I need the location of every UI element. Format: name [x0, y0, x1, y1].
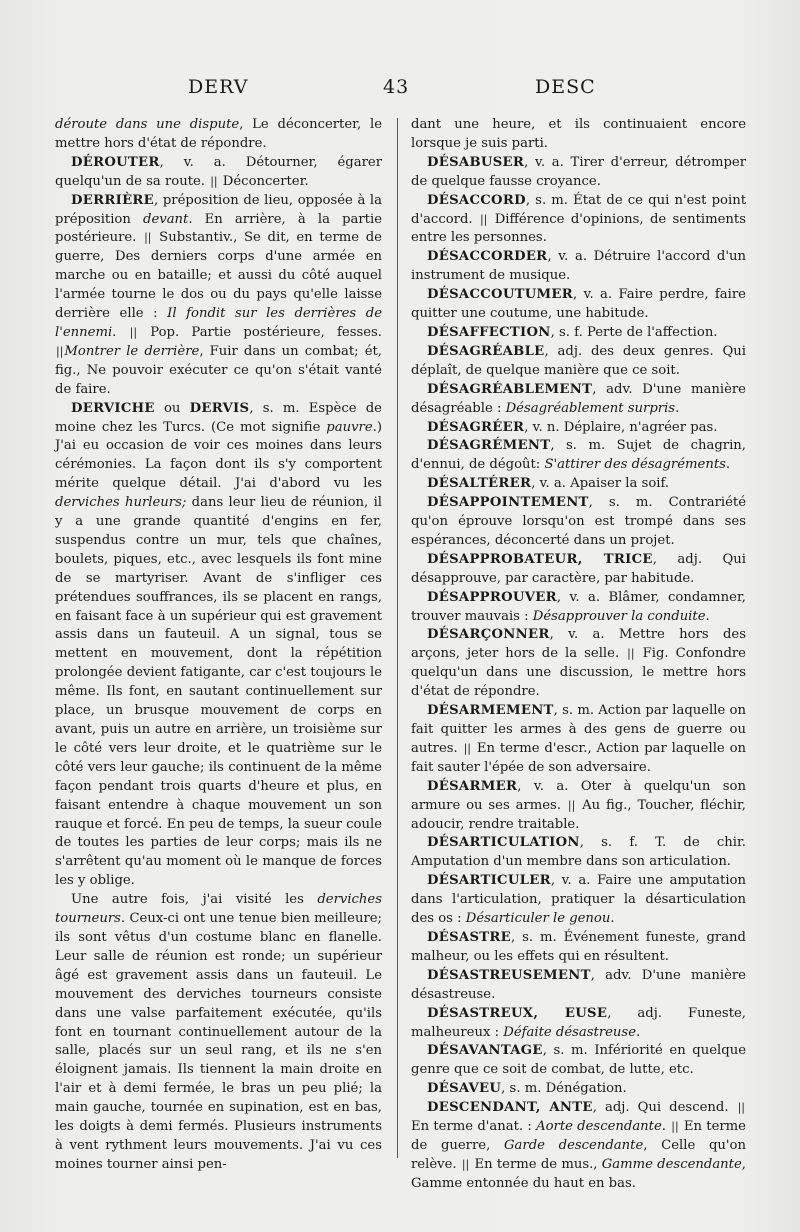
- entry-text: , v. a. Faire perdre, faire quitter une coutume, une habitude.: [411, 287, 746, 322]
- entry-text: , v. a. Faire une amputation dans l'articulation, pratiquer la désarticulation des os :: [411, 873, 746, 927]
- entry-example: Désarticuler le genou: [465, 911, 611, 927]
- entry-text: .: [636, 1024, 641, 1040]
- entry-text: .) J'ai eu occasion de voir ces moines dans leurs cérémonies. La façon dont ils s'y comportent mérite quelque détail. J'ai d'abord vu les: [55, 419, 382, 492]
- sense-separator: ||: [144, 231, 152, 245]
- entry-example: derviches tourneurs: [55, 892, 382, 927]
- entry-text: , v. a. Détruire l'accord d'un instrument de musique.: [411, 249, 746, 284]
- entry-text: , s. m. Espèce de moine chez les Turcs. (Ce mot signifie: [55, 400, 382, 435]
- entry-text: , Fuir dans un combat; ét, fig., Ne pouvoir exécuter ce qu'on s'était vanté de faire.: [55, 343, 382, 397]
- entry-text: Au fig., Toucher, fléchir, adoucir, rendre traitable.: [411, 797, 746, 832]
- dictionary-entry: [55, 400, 382, 892]
- entry-text: , s. m. État de ce qui n'est point d'accord.: [411, 192, 746, 227]
- entry-headword: DÉSASTREUSEMENT: [427, 967, 591, 983]
- entry-text: Une autre fois, j'ai visité les: [71, 892, 318, 908]
- entry-example: Défaite désastreuse: [503, 1024, 637, 1040]
- dictionary-entry: [411, 929, 746, 967]
- dictionary-entry: [411, 626, 746, 702]
- entry-headword: DÉSAVEU: [427, 1081, 502, 1097]
- entry-headword: DÉSACCORD: [427, 192, 526, 208]
- entry-headword: DÉSAGRÉABLEMENT: [427, 381, 593, 397]
- dictionary-entry: [411, 1080, 746, 1099]
- entry-text: , Gamme entonnée du haut en bas.: [411, 1156, 746, 1191]
- entry-headword: DÉSAGRÉMENT: [427, 438, 551, 454]
- entry-text: , v. a. Apaiser la soif.: [531, 476, 670, 492]
- dictionary-entry: [411, 778, 746, 835]
- dictionary-entry: [55, 891, 382, 1175]
- entry-text: , adv. D'une manière désastreuse.: [411, 967, 746, 1002]
- entry-text: , s. f. Perte de l'affection.: [550, 324, 718, 340]
- entry-text: En terme de mus.,: [470, 1156, 602, 1172]
- dictionary-entry: [411, 1042, 746, 1080]
- sense-separator: ||: [627, 647, 635, 661]
- entry-headword: DÉSALTÉRER: [427, 476, 532, 492]
- dictionary-entry: [411, 248, 746, 286]
- entry-text: En terme d'escr., Action par laquelle on fait sauter l'épée de son adversaire.: [411, 740, 746, 775]
- entry-headword: DÉSASTRE: [427, 929, 511, 945]
- dictionary-entry: [411, 702, 746, 778]
- entry-headword: DÉSASTREUX, EUSE: [427, 1005, 608, 1021]
- entry-headword: DÉSARTICULATION: [427, 835, 580, 851]
- entry-text: , s. m. Action par laquelle on fait quitter les armes à des gens de guerre ou autres.: [411, 703, 746, 756]
- dictionary-entry: [411, 324, 746, 343]
- entry-text: , Celle qu'on relève.: [411, 1137, 746, 1172]
- entry-text: , v. a. Oter à quelqu'un son armure ou ses armes.: [411, 778, 746, 813]
- entry-example: S'attirer des désagréments: [544, 457, 726, 473]
- sense-separator: ||: [567, 798, 576, 812]
- dictionary-entry: [55, 154, 382, 192]
- entry-headword: DÉSARÇONNER: [427, 627, 550, 643]
- entry-text: Déconcerter.: [218, 173, 309, 189]
- sense-separator: ||: [463, 741, 471, 755]
- entry-example: devant: [143, 211, 189, 227]
- entry-text: Fig. Confondre quelqu'un dans une discussion, le mettre hors d'état de répondre.: [411, 646, 746, 700]
- running-header: [0, 76, 800, 106]
- entry-text: Différence d'opinions, de sentiments entre les personnes.: [411, 211, 746, 246]
- entry-text: , s. m. Événement funeste, grand malheur, ou les effets qui en résultent.: [411, 929, 746, 964]
- dictionary-entry: [411, 381, 746, 419]
- entry-example: Désapprouver la conduite: [532, 608, 706, 624]
- entry-example: Désagréablement surpris: [505, 400, 676, 416]
- entry-example: derviches hurleurs;: [55, 495, 187, 511]
- entry-text: , préposition de lieu, opposée à la préposition: [55, 192, 382, 227]
- entry-example: pauvre: [326, 419, 373, 435]
- entry-headword: DÉSAPPOINTEMENT: [427, 495, 589, 511]
- entry-text: , s. m. Dénégation.: [501, 1081, 627, 1097]
- entry-example: Garde descendante: [504, 1137, 644, 1153]
- header-left-guideword: DERV: [188, 76, 249, 98]
- entry-text: ou: [154, 400, 190, 416]
- entry-text: , s. m. Sujet de chagrin, d'ennui, de dégoût:: [411, 438, 746, 473]
- entry-headword: DERVICHE: [71, 400, 155, 416]
- entry-text: dant une heure, et ils continuaient encore lorsque je suis parti.: [411, 117, 746, 151]
- dictionary-entry: [411, 589, 746, 627]
- entry-text: , s. f. T. de chir. Amputation d'un membre dans son articulation.: [411, 835, 746, 870]
- entry-text: .: [675, 400, 680, 416]
- entry-headword: DÉSACCORDER: [427, 249, 548, 265]
- entry-headword: DERVIS: [189, 400, 250, 416]
- entry-headword: DÉSARMEMENT: [427, 703, 554, 719]
- entry-headword: DÉSAPPROUVER: [427, 589, 557, 605]
- entry-example: Montrer le derrière: [64, 343, 200, 359]
- entry-headword: DÉROUTER: [71, 154, 160, 170]
- dictionary-entry: [411, 872, 746, 929]
- dictionary-entry: [411, 192, 746, 249]
- entry-text: En terme de guerre,: [411, 1119, 746, 1153]
- column-divider: [397, 118, 398, 1158]
- entry-text: , v. n. Déplaire, n'agréer pas.: [524, 419, 718, 435]
- entry-headword: DÉSAVANTAGE: [427, 1043, 543, 1059]
- entry-text: .: [610, 911, 615, 927]
- entry-text: , adv. D'une manière désagréable :: [411, 381, 746, 416]
- entry-headword: DÉSAGRÉER: [427, 419, 525, 435]
- entry-text: , adj. des deux genres. Qui déplaît, de quelque manière que ce soit.: [411, 343, 746, 378]
- entry-headword: DÉSACCOUTUMER: [427, 287, 574, 303]
- entry-text: .: [112, 324, 129, 340]
- entry-text: , adj. Qui descend.: [592, 1100, 737, 1116]
- entry-text: .: [661, 1119, 671, 1135]
- entry-text: .: [705, 608, 710, 624]
- entry-example: Aorte descendante: [536, 1119, 662, 1135]
- dictionary-entry: [411, 1005, 746, 1043]
- dictionary-entry: [411, 551, 746, 589]
- sense-separator: ||: [671, 1120, 679, 1134]
- sense-separator: ||: [479, 212, 488, 226]
- entry-headword: DERRIÈRE: [71, 192, 155, 208]
- entry-text: , adj. Funeste, malheureux :: [411, 1005, 746, 1040]
- entry-headword: DÉSAGRÉABLE: [427, 343, 545, 359]
- header-right-guideword: DESC: [535, 76, 596, 98]
- dictionary-entry: [411, 834, 746, 872]
- dictionary-entry: [411, 286, 746, 324]
- sense-separator: ||: [129, 325, 138, 339]
- entry-text: , adj. Qui désapprouve, par caractère, par habitude.: [411, 551, 747, 586]
- entry-text: Pop. Partie postérieure, fesses.: [138, 324, 382, 340]
- entry-text: , v. a. Blâmer, condamner, trouver mauvais :: [411, 589, 746, 624]
- sense-separator: ||: [210, 174, 218, 188]
- dictionary-entry: [411, 1099, 746, 1194]
- right-column: [411, 116, 746, 1194]
- left-column: [55, 116, 382, 1175]
- dictionary-entry: [411, 437, 746, 475]
- dictionary-entry: [411, 967, 746, 1005]
- entry-example: Gamme descendante: [601, 1156, 742, 1172]
- dictionary-entry: [411, 154, 746, 192]
- entry-example: déroute dans une dispute: [55, 117, 240, 132]
- entry-text: dans leur lieu de réunion, il y a une grande quantité d'engins en fer, suspendus contre un mur, tels que chaînes, boulets, piques, etc., avec lesquels ils font mine de se martyriser. Avant de s'infliger ces prétendues souffrances, ils se placent en rangs, en faisant face à un supérieur qui est gravement assis dans un fauteuil. A un signal, tous se mettent en mouvement, dont la répétition prolongée devient fatigante, car c'est toujours le même. Ils font, en sautant continuellement sur place, un brusque mouvement de corps en avant, puis un autre en arrière, un troisième sur le côté vers leur droite, et le quatrième sur le côté vers leur gauche; ils continuent de la même façon pendant trois quarts d'heure et plus, en faisant entendre à chaque mouvement un son rauque et forcé. En peu de temps, la sueur coule de toutes les parties de leur corps; mais ils ne s'arrêtent qu'au moment où le manque de forces les y oblige.: [55, 495, 383, 889]
- entry-headword: DÉSABUSER: [427, 154, 525, 170]
- dictionary-entry: [55, 116, 382, 154]
- entry-headword: DÉSAFFECTION: [427, 324, 551, 340]
- dictionary-entry: [55, 192, 382, 400]
- entry-text: , s. m. Infériorité en quelque genre que ce soit de combat, de lutte, etc.: [411, 1043, 746, 1078]
- sense-separator: ||: [737, 1101, 745, 1115]
- entry-text: .: [725, 457, 731, 473]
- entry-text: Substantiv., Se dit, en terme de guerre, Des derniers corps d'une armée en marche ou en bataille; et aussi du côté auquel l'armée tourne le dos ou du pays qu'elle laisse derrière elle :: [55, 230, 382, 322]
- entry-text: , v. a. Tirer d'erreur, détromper de quelque fausse croyance.: [411, 154, 746, 189]
- dictionary-entry: [411, 343, 746, 381]
- entry-text: , v. a. Mettre hors des arçons, jeter hors de la selle.: [411, 627, 746, 662]
- dictionary-entry: [411, 475, 746, 494]
- entry-example: Il fondit sur les derrières de l'ennemi: [55, 306, 382, 340]
- entry-headword: DÉSAPPROBATEUR, TRICE: [427, 551, 653, 567]
- entry-text: . Ceux-ci ont une tenue bien meilleure; ils sont vêtus d'un costume blanc en flanelle. Leur salle de réunion est ronde; un supérieur âgé est gravement assis dans un fauteuil. Le mouvement des derviches tourneurs consiste dans une valse parfaitement exécutée, qu'ils font en tournant continuellement autour de la salle, placés sur un seul rang, et ils ne s'en éloignent jamais. Ils tiennent la main droite en l'air et à demi fermée, le bras un peu plié; la main gauche, tournée en supination, est en bas, les doigts à demi fermés. Plusieurs instruments à vent rythment leurs mouvements. J'ai vu ces moines tourner ainsi pen-: [55, 911, 382, 1172]
- entry-headword: DESCENDANT, ANTE: [427, 1100, 593, 1116]
- entry-text: En terme d'anat. :: [411, 1119, 537, 1135]
- entry-text: , s. m. Contrariété qu'on éprouve lorsqu'on est trompé dans ses espérances, déconcerté dans un projet.: [411, 495, 746, 548]
- entry-text: , Le déconcerter, le mettre hors d'état de répondre.: [55, 117, 382, 151]
- dictionary-entry: [411, 419, 746, 438]
- entry-text: , v. a. Détourner, égarer quelqu'un de sa route.: [55, 154, 382, 189]
- dictionary-entry: [411, 494, 746, 551]
- dictionary-entry: [411, 116, 746, 154]
- entry-text: . En arrière, à la partie postérieure.: [55, 211, 382, 246]
- sense-separator: ||: [461, 1157, 470, 1171]
- page-number: 43: [383, 76, 410, 98]
- sense-separator: ||: [56, 344, 64, 358]
- entry-headword: DÉSARTICULER: [427, 873, 551, 889]
- entry-headword: DÉSARMER: [427, 778, 518, 794]
